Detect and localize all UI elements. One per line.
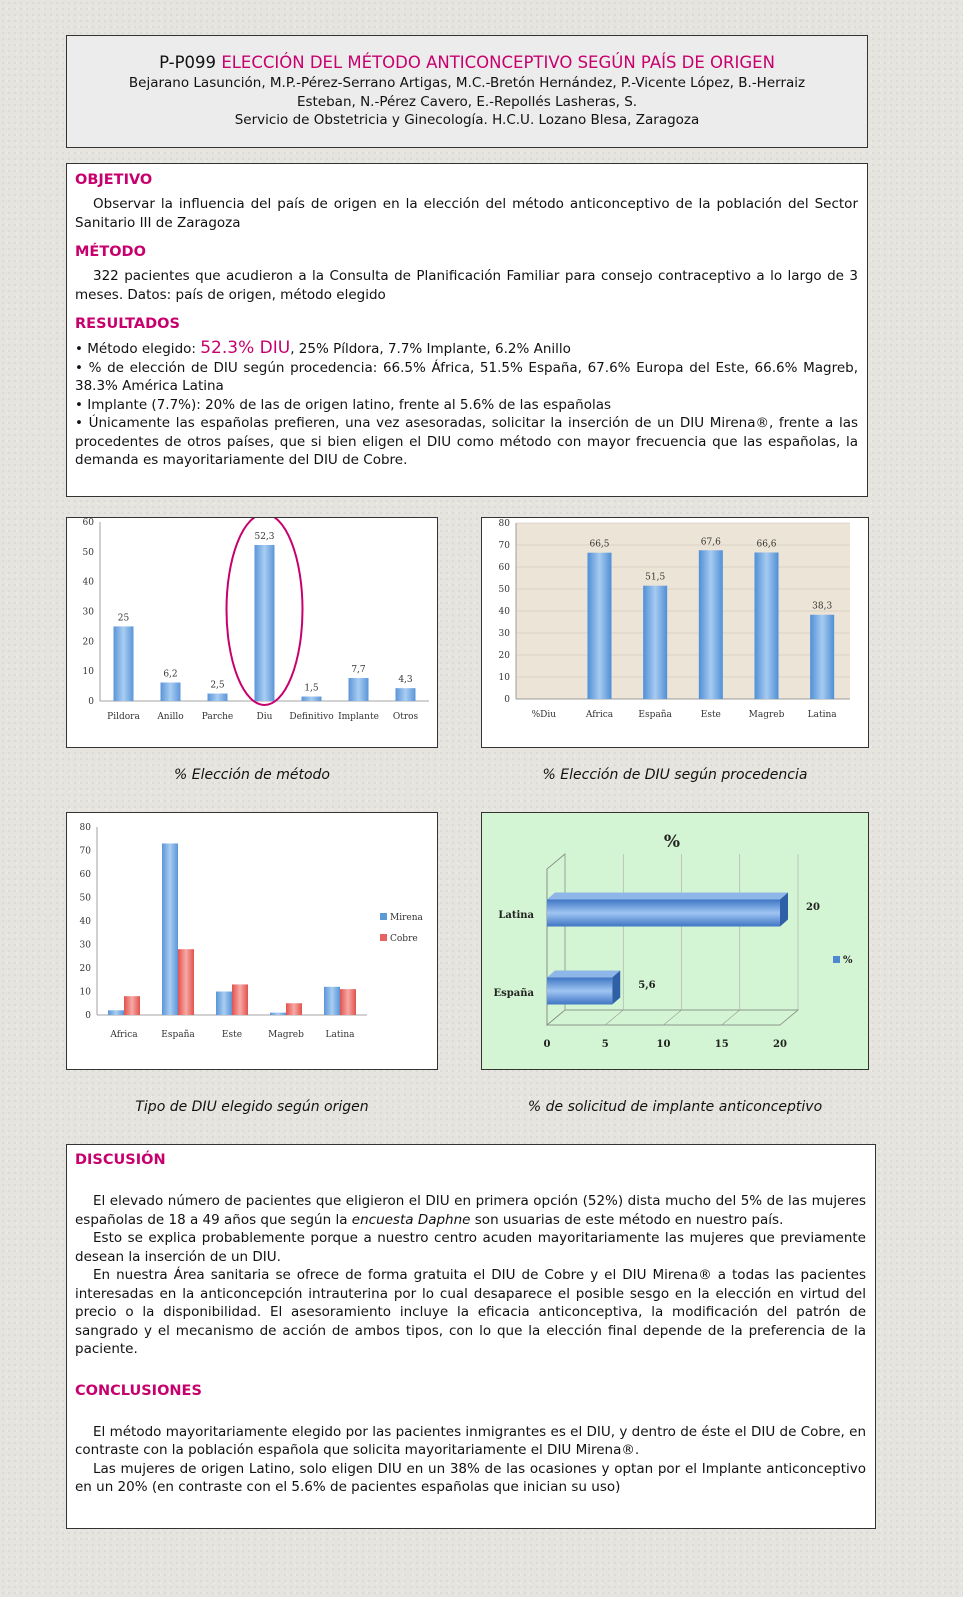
intro-section (66, 163, 868, 497)
bar (208, 694, 228, 701)
x-tick-label: 5 (601, 1039, 609, 1050)
x-tick-label: Magreb (748, 710, 785, 720)
y-tick-label: 60 (82, 518, 94, 528)
legend-swatch-mirena (380, 913, 387, 920)
x-tick-label: 10 (656, 1039, 671, 1050)
y-tick-label: Latina (498, 910, 534, 921)
chart-iud-type-by-origin (66, 812, 438, 1070)
data-label: 6,2 (163, 669, 178, 680)
bar-cobre (340, 989, 356, 1015)
resultados-heading: RESULTADOS (75, 316, 180, 332)
legend-label-mirena: Mirena (390, 913, 423, 923)
y-tick-label: 10 (82, 667, 94, 678)
bar (302, 697, 322, 701)
result-bullet-1 (75, 339, 858, 359)
x-tick-label: Africa (585, 710, 614, 720)
chart-method-choice-svg (67, 518, 437, 747)
x-tick-label: Este (221, 1030, 243, 1040)
data-label: 25 (117, 613, 130, 624)
x-tick-label: Parche (201, 712, 234, 722)
bar-mirena (324, 987, 340, 1015)
data-label: 4,3 (398, 675, 413, 686)
bar (349, 678, 369, 701)
y-tick-label: 10 (79, 987, 91, 998)
legend-label: % (843, 955, 853, 966)
y-tick-label: 80 (79, 823, 91, 833)
bar-cobre (286, 1003, 302, 1015)
x-tick-label: Diu (256, 712, 273, 722)
y-tick-label: 20 (79, 964, 91, 974)
y-tick-label: 50 (498, 585, 510, 595)
bar-mirena (270, 1013, 286, 1015)
discusion-paragraph-3: En nuestra Área sanitaria se ofrece de forma gratuita el DIU de Cobre y el DIU Mirena® a todas las pacientes interesadas en la anticoncepción intrauterina por lo cual desaparece el posible sesgo en la elección en virtud del precio o la disponibilidad. El asesoramiento incluye la eficacia anticonceptiva, la modificación del patrón de sangrado y el mecanismo de acción de ambos tipos, con lo que la elección final depende de la preferencia de la paciente. (75, 1267, 866, 1357)
discussion-section (66, 1144, 876, 1529)
objetivo-heading: OBJETIVO (75, 172, 153, 188)
bar (396, 688, 416, 701)
floor-line (722, 1010, 740, 1025)
bar-mirena (108, 1010, 124, 1015)
poster-main-title: ELECCIÓN DEL MÉTODO ANTICONCEPTIVO SEGÚN PAÍS DE ORIGEN (221, 53, 775, 72)
result-highlight: 52.3% DIU (200, 338, 291, 358)
x-tick-label: España (161, 1030, 195, 1040)
caption-chart-3: Tipo de DIU elegido según origen (135, 1099, 369, 1115)
poster-header (66, 35, 868, 148)
legend-swatch-cobre (380, 934, 387, 941)
data-label: 52,3 (254, 531, 275, 542)
x-tick-label: %Diu (531, 710, 557, 720)
discusion-p1-b: son usuarias de este método en nuestro país. (470, 1211, 784, 1228)
x-tick-label: Este (700, 710, 721, 720)
y-tick-label: 0 (85, 1011, 91, 1021)
result-bullet-3: • Implante (7.7%): 20% de las de origen latino, frente al 5.6% de las españolas (75, 396, 612, 413)
x-tick-label: Definitivo (289, 712, 334, 722)
chart-title: % (663, 832, 681, 852)
bar-mirena (162, 843, 178, 1015)
bar-cobre (232, 984, 248, 1015)
discusion-heading: DISCUSIÓN (75, 1152, 166, 1168)
bar (547, 900, 780, 927)
x-tick-label: Pildora (107, 712, 140, 722)
x-tick-label: Latina (807, 710, 837, 720)
bar (643, 586, 667, 699)
data-label: 1,5 (304, 683, 319, 694)
y-tick-label: 60 (498, 563, 510, 573)
y-tick-label: 70 (79, 846, 91, 857)
y-tick-label: 60 (79, 870, 91, 880)
metodo-heading: MÉTODO (75, 244, 146, 260)
poster-title (67, 52, 867, 74)
y-tick-label: 10 (498, 673, 510, 683)
floor-line (664, 1010, 682, 1025)
floor-line (547, 1010, 565, 1025)
data-label: 38,3 (812, 601, 833, 612)
y-tick-label: España (493, 988, 534, 999)
chart-iud-by-origin-svg (482, 518, 868, 747)
y-tick-label: 30 (82, 607, 94, 618)
objetivo-text: Observar la influencia del país de origen en la elección del método anticonceptivo de la población del Sector Sanitario III de Zaragoza (75, 196, 858, 231)
y-tick-label: 0 (88, 697, 94, 707)
bar (255, 545, 275, 701)
poster-code: P-P099 (159, 53, 217, 72)
legend-label-cobre: Cobre (390, 934, 418, 944)
data-label: 66,5 (589, 539, 610, 550)
y-tick-label: 40 (498, 607, 510, 617)
legend-swatch (833, 956, 840, 963)
conclusiones-heading: CONCLUSIONES (75, 1382, 202, 1399)
bar (114, 626, 134, 701)
bar-cobre (124, 996, 140, 1015)
data-label: 2,5 (210, 680, 225, 691)
y-tick-label: 80 (498, 519, 510, 529)
x-tick-label: Latina (325, 1030, 355, 1040)
authors-line-2: Esteban, N.-Pérez Cavero, E.-Repollés Lasheras, S. (296, 93, 638, 110)
x-tick-label: 0 (543, 1039, 551, 1050)
data-label: 20 (806, 902, 820, 913)
caption-chart-2: % Elección de DIU según procedencia (542, 767, 808, 783)
floor-line (605, 1010, 623, 1025)
y-tick-label: 40 (82, 577, 94, 588)
data-label: 7,7 (351, 665, 366, 676)
conclusiones-paragraph-1: El método mayoritariamente elegido por las pacientes inmigrantes es el DIU, y dentro de éste el DIU de Cobre, en contraste con la población española que solicita mayoritariamente el DIU Mirena®. (75, 1423, 866, 1458)
data-label: 67,6 (700, 537, 721, 548)
discusion-p1-em: encuesta Daphne (351, 1211, 471, 1228)
x-tick-label: 15 (714, 1039, 729, 1050)
caption-chart-4: % de solicitud de implante anticonceptivo (527, 1099, 823, 1115)
chart-iud-type-svg (67, 813, 437, 1069)
bar-top (547, 971, 620, 978)
bar-mirena (216, 992, 232, 1016)
y-tick-label: 40 (79, 917, 91, 927)
x-tick-label: España (638, 710, 672, 720)
chart-implant-request (481, 812, 869, 1070)
bar (755, 552, 779, 699)
y-tick-label: 0 (504, 695, 510, 705)
authors-line-1: Bejarano Lasunción, M.P.-Pérez-Serrano Artigas, M.C.-Bretón Hernández, P.-Vicente López, B.-Herraiz (128, 75, 806, 91)
x-tick-label: Magreb (268, 1030, 304, 1040)
bar (810, 615, 834, 699)
metodo-text: 322 pacientes que acudieron a la Consulta de Planificación Familiar para consejo contraceptivo a lo largo de 3 meses. Datos: país de origen, método elegido (75, 268, 858, 303)
result-bullet-1-suffix: , 25% Píldora, 7.7% Implante, 6.2% Anillo (290, 341, 571, 357)
chart-iud-by-origin (481, 517, 869, 748)
discusion-paragraph-2: Esto se explica probablemente porque a nuestro centro acuden mayoritariamente las mujeres que previamente desean la inserción de un DIU. (75, 1230, 866, 1265)
y-tick-label: 70 (498, 541, 510, 551)
result-bullet-4: • Únicamente las españolas prefieren, una vez asesoradas, solicitar la inserción de un DIU Mirena®, frente a las procedentes de otros países, que si bien eligen el DIU como método con mayor frecuencia que las españolas, la demanda es mayoritariamente del DIU de Cobre. (75, 415, 858, 468)
bar (588, 553, 612, 699)
chart-implant-svg (482, 813, 868, 1069)
floor-line (780, 1010, 798, 1025)
y-tick-label: 30 (498, 629, 510, 639)
bar-cobre (178, 949, 194, 1015)
x-tick-label: 20 (773, 1039, 787, 1050)
y-tick-label: 20 (498, 651, 510, 661)
x-tick-label: Otros (392, 712, 419, 722)
y-tick-label: 30 (79, 940, 91, 951)
data-label: 5,6 (638, 980, 656, 991)
x-tick-label: Implante (338, 712, 379, 722)
service-affiliation: Servicio de Obstetricia y Ginecología. H.C.U. Lozano Blesa, Zaragoza (234, 112, 700, 128)
y-tick-label: 50 (82, 547, 94, 558)
bar (699, 550, 723, 699)
data-label: 66,6 (756, 539, 777, 550)
x-tick-label: Africa (110, 1030, 138, 1040)
bar-top (547, 893, 788, 900)
result-bullet-1-prefix: • Método elegido: (75, 341, 201, 357)
discusion-p1-a: El elevado número de pacientes que eligieron el DIU en primera opción (52%) dista mucho del 5% de las mujeres españolas de 18 a 49 años que según la (75, 1193, 866, 1228)
result-bullet-2: • % de elección de DIU según procedencia: 66.5% África, 51.5% España, 67.6% Europa del Este, 66.6% Magreb, 38.3% América Latina (75, 359, 858, 394)
x-tick-label: Anillo (157, 712, 184, 722)
conclusiones-paragraph-2: Las mujeres de origen Latino, solo eligen DIU en un 38% de las ocasiones y optan por el Implante anticonceptivo en un 20% (en contraste con el 5.6% de pacientes españolas que inician su uso) (75, 1460, 866, 1495)
bar (547, 978, 612, 1005)
chart-method-choice (66, 517, 438, 748)
y-tick-label: 50 (79, 893, 91, 904)
bar (161, 683, 181, 701)
data-label: 51,5 (645, 572, 666, 583)
y-tick-label: 20 (82, 637, 94, 648)
discusion-paragraph-1 (75, 1192, 866, 1229)
caption-chart-1: % Elección de método (174, 767, 330, 783)
